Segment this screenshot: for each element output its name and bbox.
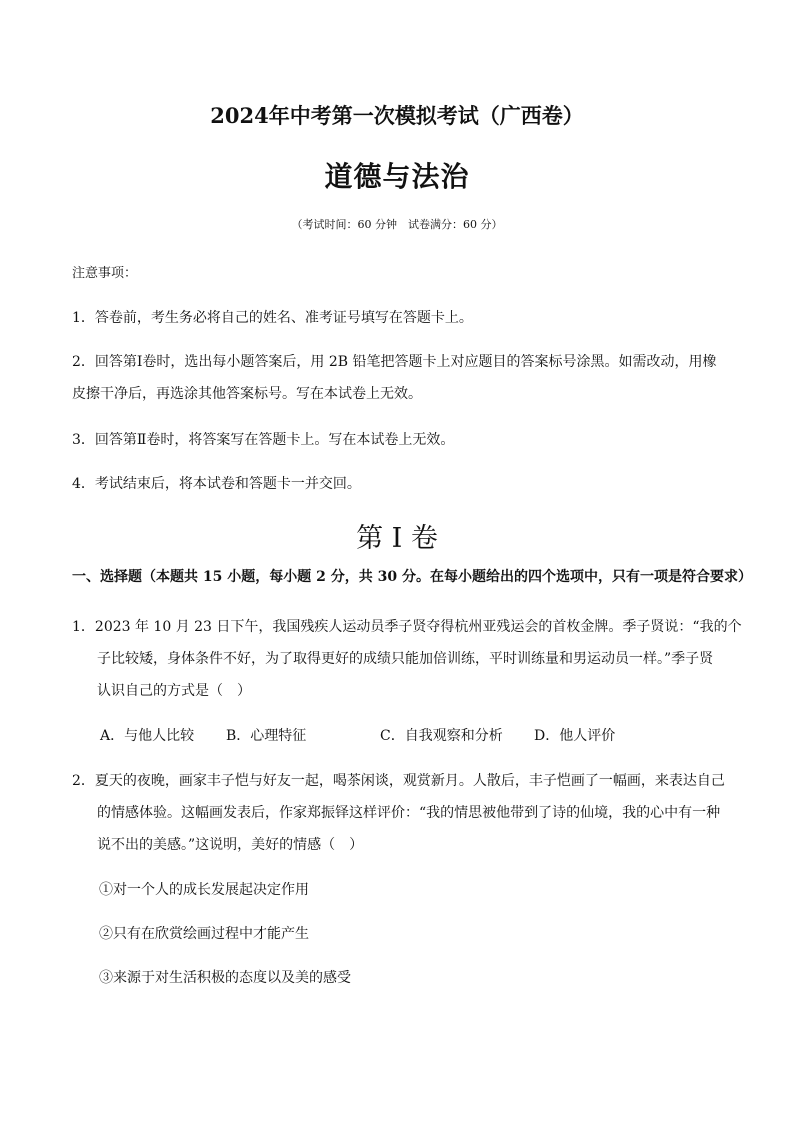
note-item: 1．答卷前，考生务必将自己的姓名、准考证号填写在答题卡上。 [72,310,473,326]
option-c: C．自我观察和分析 [380,728,503,744]
question-2-line: 2．夏天的夜晚，画家丰子恺与好友一起，喝茶闲谈，观赏新月。人散后，丰子恺画了一幅画，来表达自己 [72,773,725,789]
exam-title: 2024年中考第一次模拟考试（广西卷） [210,103,584,128]
subject-title: 道德与法治 [324,160,470,193]
note-item: 3．回答第Ⅱ卷时，将答案写在答题卡上。写在本试卷上无效。 [72,432,455,448]
exam-info: （考试时间：60 分钟 试卷满分：60 分） [291,218,503,231]
question-2-line: 的情感体验。这幅画发表后，作家郑振铎这样评价：“我的情思被他带到了诗的仙境，我的心中有一种 [97,805,721,821]
statement-1: ①对一个人的成长发展起决定作用 [99,882,309,898]
note-item-continued: 皮擦干净后，再选涂其他答案标号。写在本试卷上无效。 [72,386,422,402]
statement-2: ②只有在欣赏绘画过程中才能产生 [99,926,309,942]
question-1-line: 1．2023 年 10 月 23 日下午，我国残疾人运动员季子贤夺得杭州亚残运会的首枚金牌。季子贤说：“我的个 [72,619,742,635]
notes-heading: 注意事项： [72,266,138,281]
option-a: A．与他人比较 [100,728,195,744]
question-1-line: 认识自己的方式是（ ） [97,683,251,699]
note-item: 4．考试结束后，将本试卷和答题卡一并交回。 [72,476,361,492]
option-b: B．心理特征 [226,728,307,744]
note-item: 2．回答第Ⅰ卷时，选出每小题答案后，用 2B 铅笔把答题卡上对应题目的答案标号涂黑。如需改动，用橡 [72,354,717,370]
question-2-line: 说不出的美感。”这说明，美好的情感（ ） [97,837,364,853]
section-title: 第 I 卷 [356,523,438,554]
question-1-line: 子比较矮，身体条件不好，为了取得更好的成绩只能加倍训练，平时训练量和男运动员一样。”季子贤 [97,651,714,667]
option-d: D．他人评价 [534,728,616,744]
statement-3: ③来源于对生活积极的态度以及美的感受 [99,970,351,986]
mcq-heading: 一、选择题（本题共 15 小题，每小题 2 分，共 30 分。在每小题给出的四个选项中，只有一项是符合要求） [72,569,752,585]
